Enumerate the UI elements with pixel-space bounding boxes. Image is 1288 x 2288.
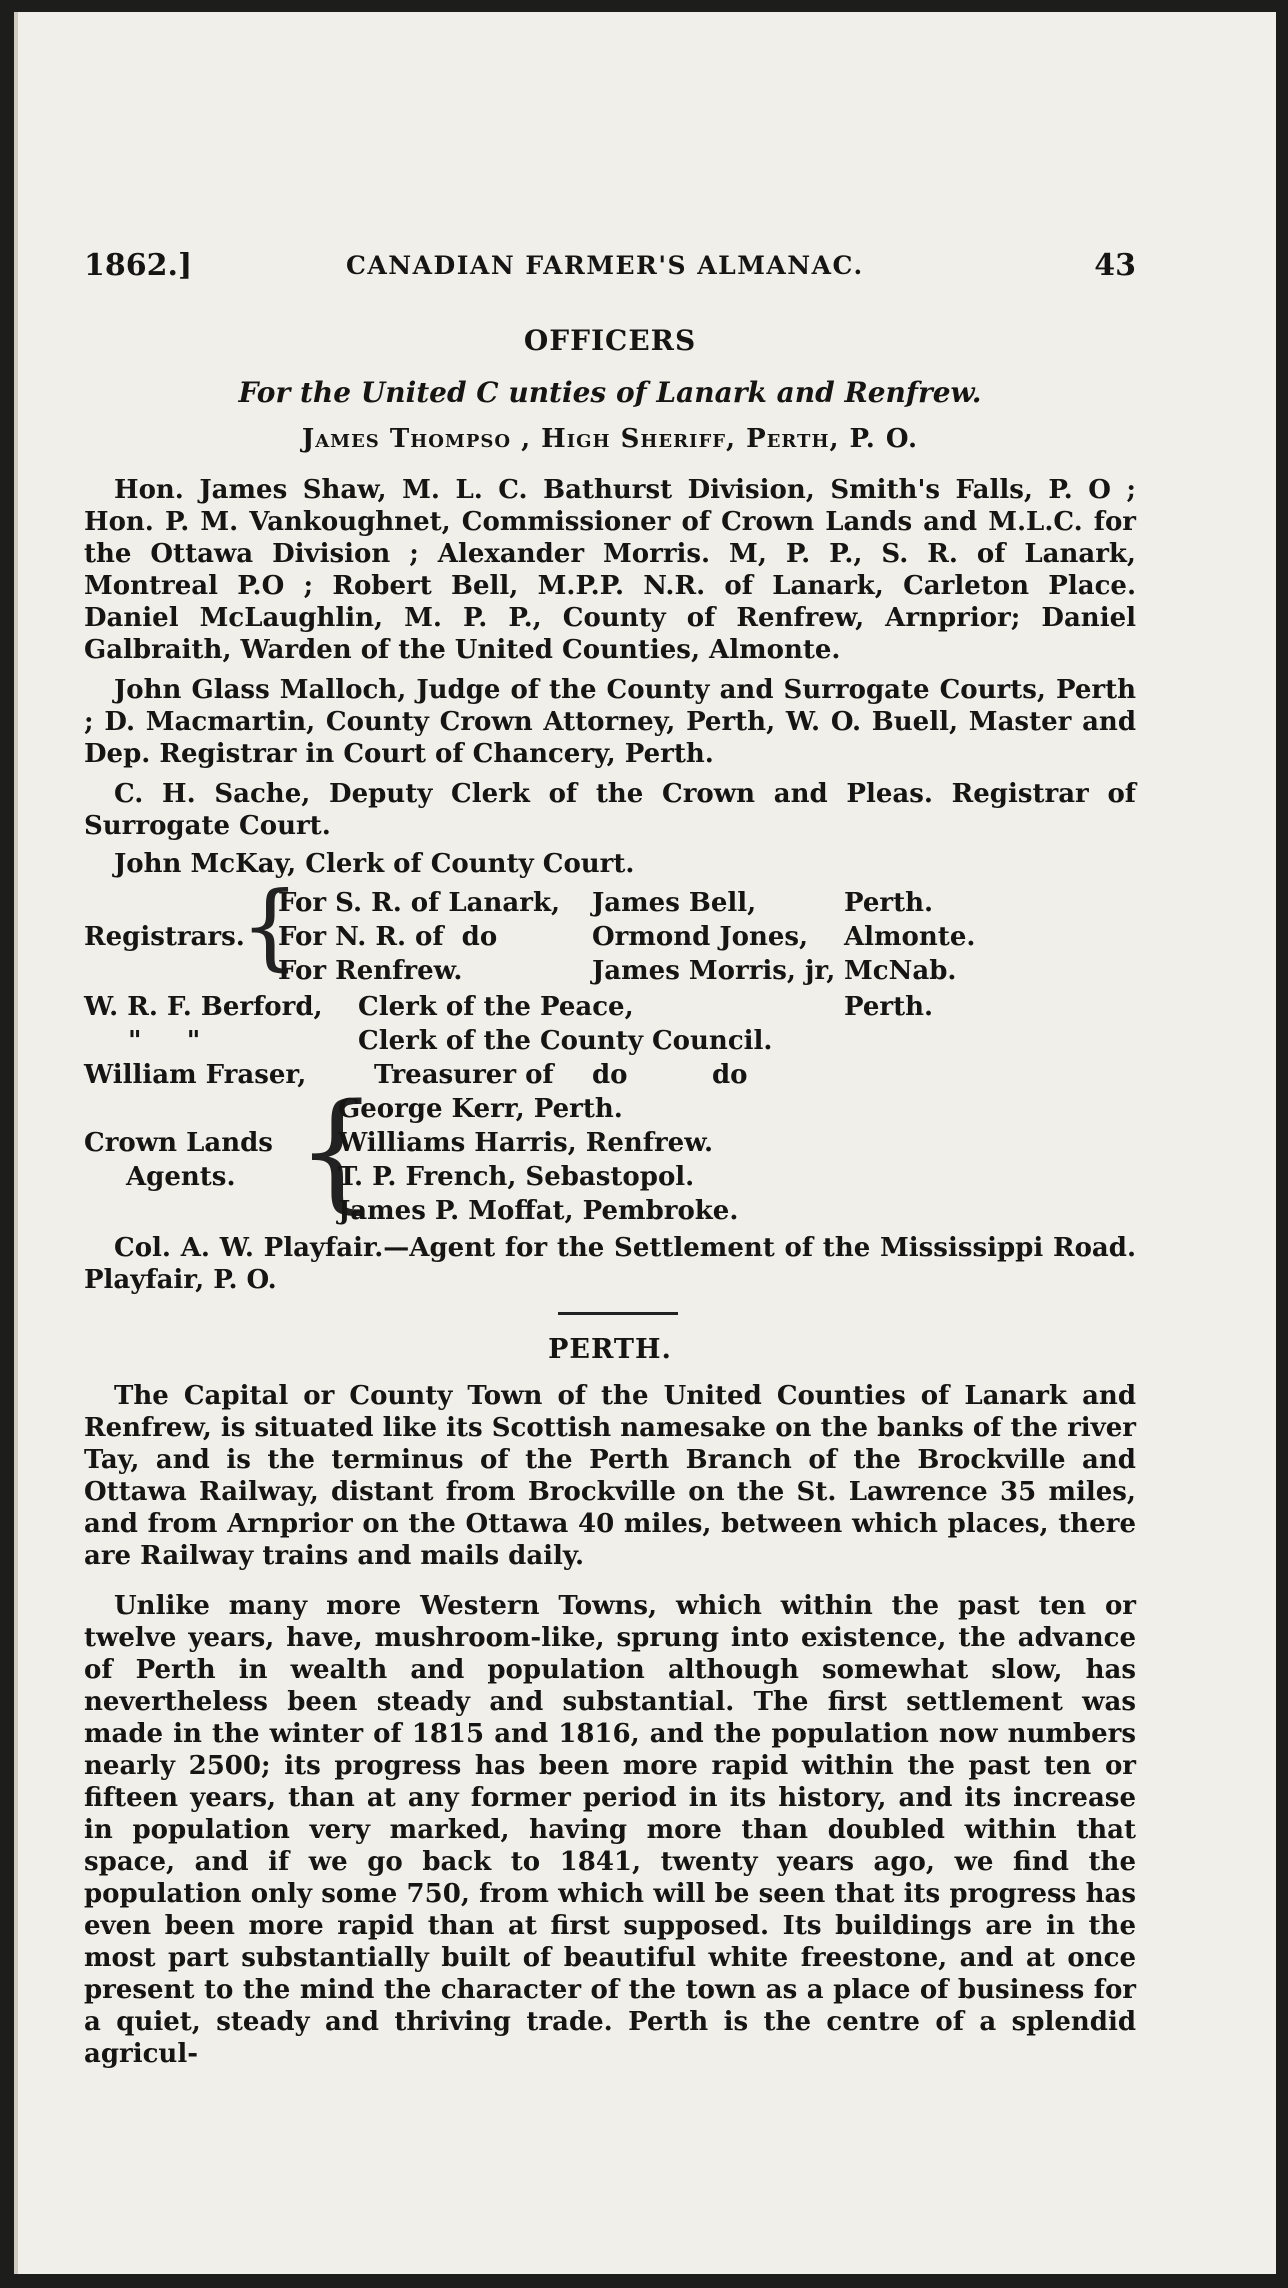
crown-agent: James P. Moffat, Pembroke. [338, 1196, 739, 1226]
berford-name: W. R. F. Berford, [84, 992, 323, 1022]
agents-label: Agents. [126, 1162, 236, 1192]
header-year: 1862.] [84, 248, 193, 283]
sheriff-line: James Thompso , High Sheriff, Perth, P. O. [301, 424, 919, 454]
fraser-name: William Fraser, [84, 1060, 307, 1090]
officers-paragraph-1: Hon. James Shaw, M. L. C. Bathurst Division, Smith's Falls, P. O ; Hon. P. M. Vankoughnet, Commissioner of Crown Lands and M.L.C. for the Ottawa Division ; Alexander Morris. M, P. P., S. R. of Lanark, Montreal P.O ; Robert Bell, M.P.P. N.R. of Lanark, Carleton Place. Daniel McLaughlin, M. P. P., County of Renfrew, Arnprior; Daniel Galbraith, Warden of the United Counties, Almonte. [84, 475, 1136, 665]
perth-paragraph-2: Unlike many more Western Towns, which within the past ten or twelve years, have, mushroom-like, sprung into existence, the advance of Perth in wealth and population although somewhat slow, has nevertheless been steady and substantial. The first settlement was made in the winter of 1815 and 1816, and the population now numbers nearly 2500; its progress has been more rapid within the past ten or fifteen years, than at any former period in its history, and its increase in population very marked, having more than doubled within that space, and if we go back to 1841, twenty years ago, we find the population only some 750, from which will be seen that its progress has even been more rapid than at first supposed. Its buildings are in the most part substantially built of beautiful white freestone, and at once present to the mind the character of the town as a place of business for a quiet, steady and thriving trade. Perth is the centre of a splendid agricul- [84, 1591, 1136, 2069]
fraser-role: Treasurer of [374, 1060, 554, 1090]
section-rule [558, 1312, 678, 1315]
berford-role: Clerk of the Peace, [358, 992, 634, 1022]
crown-agent: George Kerr, Perth. [338, 1094, 623, 1124]
perth-heading: PERTH. [548, 1334, 672, 1365]
ditto-do: do [592, 1060, 628, 1090]
officers-subheading: For the United C unties of Lanark and Renfrew. [238, 376, 982, 409]
officers-paragraph-3: C. H. Sache, Deputy Clerk of the Crown and Pleas. Registrar of Surrogate Court. [84, 779, 1136, 841]
registrars-label: Registrars. [84, 922, 245, 952]
registrars-brace: { [240, 872, 300, 981]
ditto-marks: " " [128, 1026, 201, 1056]
officers-paragraph-2: John Glass Malloch, Judge of the County and Surrogate Courts, Perth ; D. Macmartin, County Crown Attorney, Perth, W. O. Buell, Master and Dep. Registrar in Court of Chancery, Perth. [84, 675, 1136, 769]
county-council-role: Clerk of the County Council. [358, 1026, 773, 1056]
crown-agent: Williams Harris, Renfrew. [338, 1128, 714, 1158]
crown-lands-brace: { [296, 1077, 378, 1226]
crown-agent: T. P. French, Sebastopol. [338, 1162, 695, 1192]
playfair-paragraph: Col. A. W. Playfair.—Agent for the Settlement of the Mississippi Road. Playfair, P. O. [84, 1233, 1136, 1295]
running-header [84, 248, 1136, 288]
berford-place: Perth. [844, 992, 934, 1022]
officers-heading: OFFICERS [523, 324, 697, 357]
ditto-do: do [712, 1060, 748, 1090]
almanac-page: 1862.] CANADIAN FARMER'S ALMANAC. 43 OFFICERS For the United C unties of Lanark and Renfrew. James Thompso , High Sheriff, Perth, P. O. Hon. James Shaw, M. L. C. Bathurst Division, Smith's Falls, P. O ; Hon. P. M. Vankoughnet, Commissioner of Crown Lands and M.L.C. for the Ottawa Division ; Alexander Morris. M, P. P., S. R. of Lanark, Montreal P.O ; Robert Bell, M.P.P. N.R. of Lanark, Carleton Place. Daniel McLaughlin, M. P. P., County of Renfrew, Arnprior; Daniel Galbraith, Warden of the United Counties, Almonte. John Glass Malloch, Judge of the County and Surrogate Courts, Perth ; D. Macmartin, County Crown Attorney, Perth, W. O. Buell, Master and Dep. Registrar in Court of Chancery, Perth. C. H. Sache, Deputy Clerk of the Crown and Pleas. Registrar of Surrogate Court. John McKay, Clerk of County Court. Registrars. { For S. R. of Lanark, James Bell, Perth. For N. R. of do Ormond Jones, Almonte. For Renfrew. James Morris, jr, McNab. W. R. F. Berford, Clerk of the Peace, Perth. " " Clerk of the County Council. William Fraser, Treasurer of do do Crown Lands Agents. { George Kerr, Perth. Williams Harris, Renfrew. T. P. French, Sebastopol. James P. Moffat, Pembroke. Col. A. W. Playfair.—Agent for the Settlement of the Mississippi Road. Playfair, P. O. PERTH. The Capital or County Town of the United Counties of Lanark and Renfrew, is situated like its Scottish namesake on the banks of the river Tay, and is the terminus of the Perth Branch of the Brockville and Ottawa Railway, distant from Brockville on the St. Lawrence 35 miles, and from Arnprior on the Ottawa 40 miles, between which places, there are Railway trains and mails daily. Unlike many more Western Towns, which within the past ten or twelve years, have, mushroom-like, sprung into existence, the advance of Perth in wealth and population although somewhat slow, has nevertheless been steady and substantial. The first settlement was made in the winter of 1815 and 1816, and the population now numbers nearly 2500; its progress has been more rapid within the past ten or fifteen years, than at any former period in its history, and its increase in population very marked, having more than doubled within that space, and if we go back to 1841, twenty years ago, we find the population only some 750, from which will be seen that its progress has even been more rapid than at first supposed. Its buildings are in the most part substantially built of beautiful white freestone, and at once present to the mind the character of the town as a place of business for a quiet, steady and thriving trade. Perth is the centre of a splendid agricul- [14, 12, 1276, 2274]
page-number: 43 [1094, 248, 1136, 283]
officers-paragraph-4: John McKay, Clerk of County Court. [114, 849, 635, 879]
perth-paragraph-1: The Capital or County Town of the United Counties of Lanark and Renfrew, is situated like its Scottish namesake on the banks of the river Tay, and is the terminus of the Perth Branch of the Brockville and Ottawa Railway, distant from Brockville on the St. Lawrence 35 miles, and from Arnprior on the Ottawa 40 miles, between which places, there are Railway trains and mails daily. [84, 1381, 1136, 1571]
crown-lands-label: Crown Lands [84, 1128, 273, 1158]
header-title: CANADIAN FARMER'S ALMANAC. [346, 251, 864, 280]
